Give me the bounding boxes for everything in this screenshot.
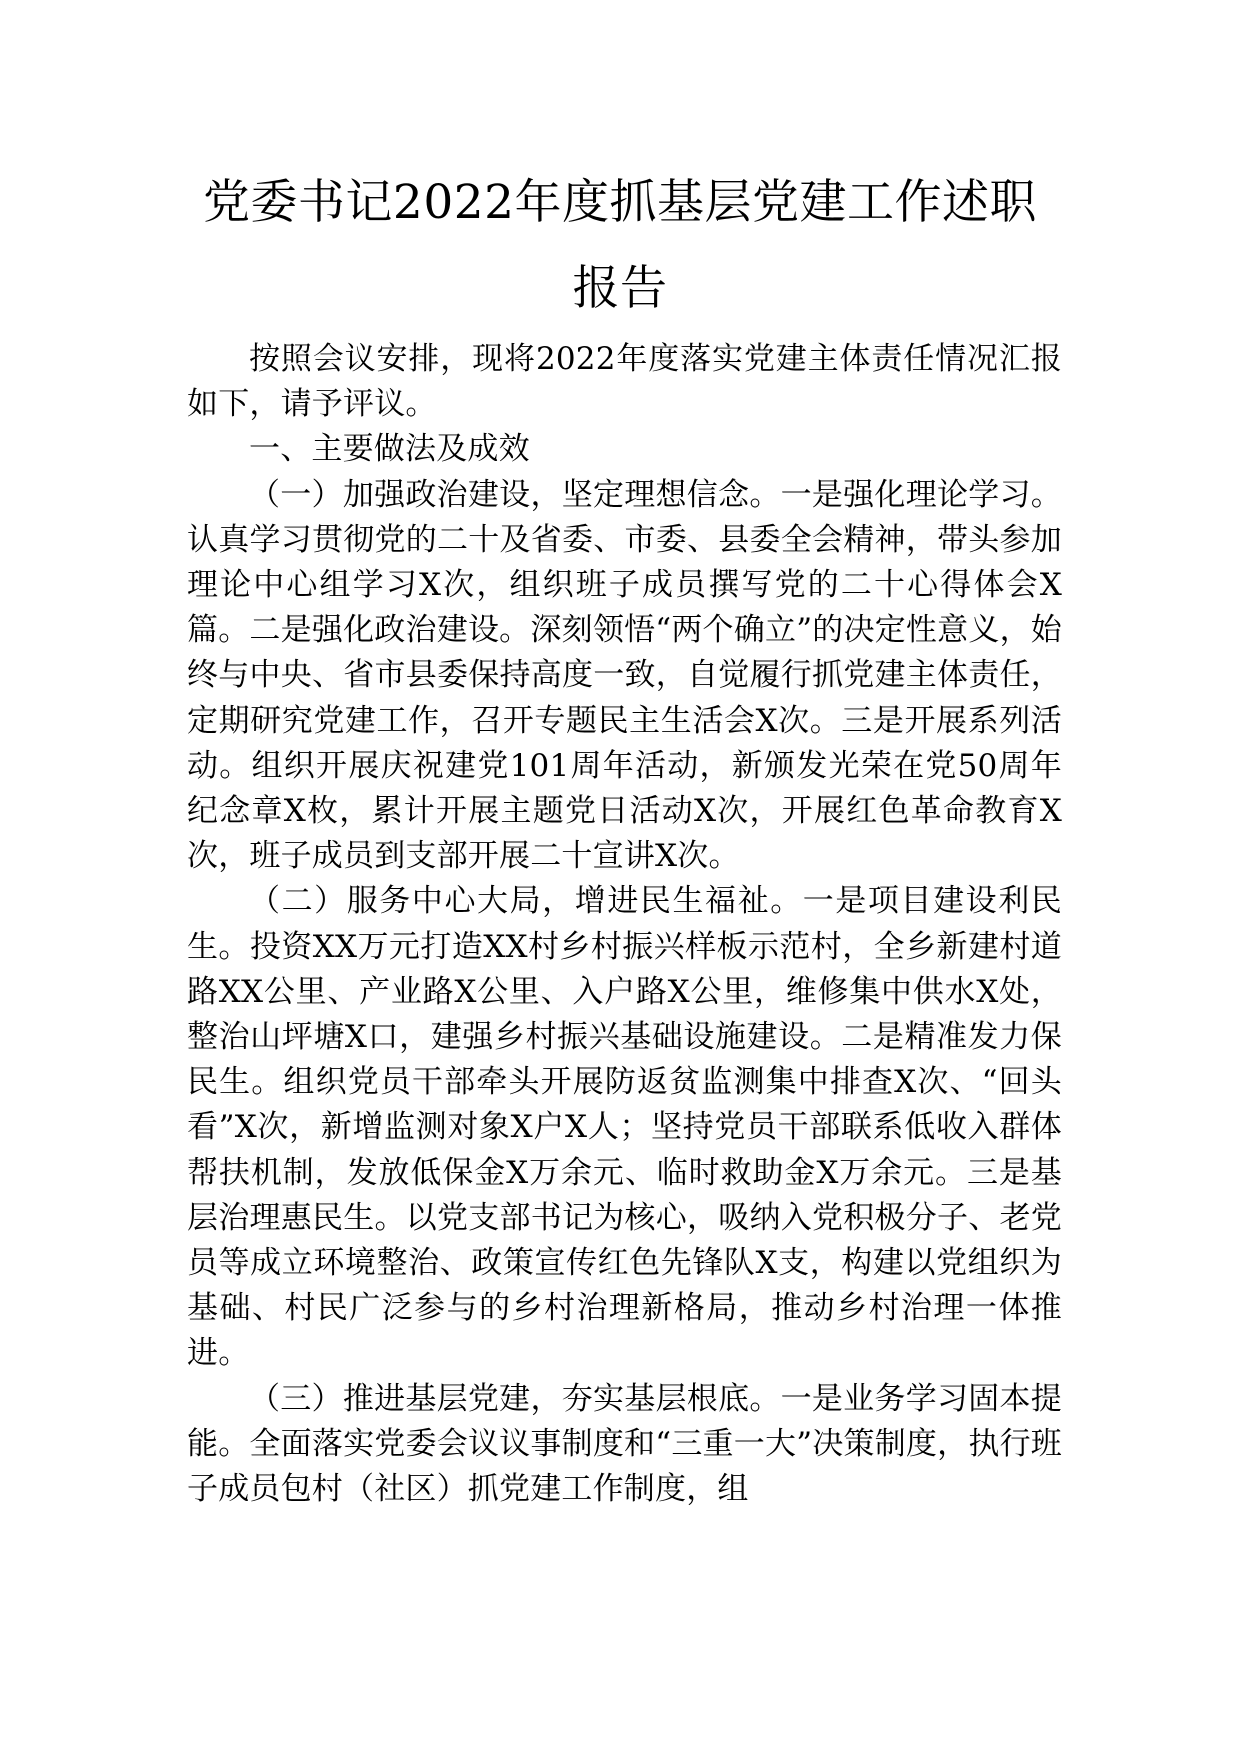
document-body [187, 337, 1062, 1512]
paragraph-public-welfare: （二）服务中心大局，增进民生福祉。一是项目建设利民生。投资XX万元打造XX村乡村振兴样板示范村，全乡新建村道路XX公里、产业路X公里、入户路X公里，维修集中供水X处，整治山坪塘X口，建强乡村振兴基础设施建设。二是精准发力保民生。组织党员干部牵头开展防返贫监测集中排查X次、“回头看”X次，新增监测对象X户X人；坚持党员干部联系低收入群体帮扶机制，发放低保金X万余元、临时救助金X万余元。三是基层治理惠民生。以党支部书记为核心，吸纳入党积极分子、老党员等成立环境整治、政策宣传红色先锋队X支，构建以党组织为基础、村民广泛参与的乡村治理新格局，推动乡村治理一体推进。 [187, 883, 1062, 1372]
paragraph-grassroots-building: （三）推进基层党建，夯实基层根底。一是业务学习固本提能。全面落实党委会议议事制度和“三重一大”决策制度，执行班子成员包村（社区）抓党建工作制度，组 [187, 1380, 1062, 1508]
document-title: 党委书记2022年度抓基层党建工作述职报告 [202, 175, 1038, 316]
section-heading: 一、主要做法及成效 [249, 431, 530, 468]
paragraph-intro: 按照会议安排，现将2022年度落实党建主体责任情况汇报如下，请予评议。 [187, 341, 1062, 423]
paragraph-political-building: （一）加强政治建设，坚定理想信念。一是强化理论学习。认真学习贯彻党的二十及省委、市委、县委全会精神，带头参加理论中心组学习X次，组织班子成员撰写党的二十心得体会X篇。二是强化政治建设。深刻领悟“两个确立”的决定性意义，始终与中央、省市县委保持高度一致，自觉履行抓党建主体责任，定期研究党建工作，召开专题民主生活会X次。三是开展系列活动。组织开展庆祝建党101周年活动，新颁发光荣在党50周年纪念章X枚，累计开展主题党日活动X次，开展红色革命教育X次，班子成员到支部开展二十宣讲X次。 [187, 476, 1062, 875]
